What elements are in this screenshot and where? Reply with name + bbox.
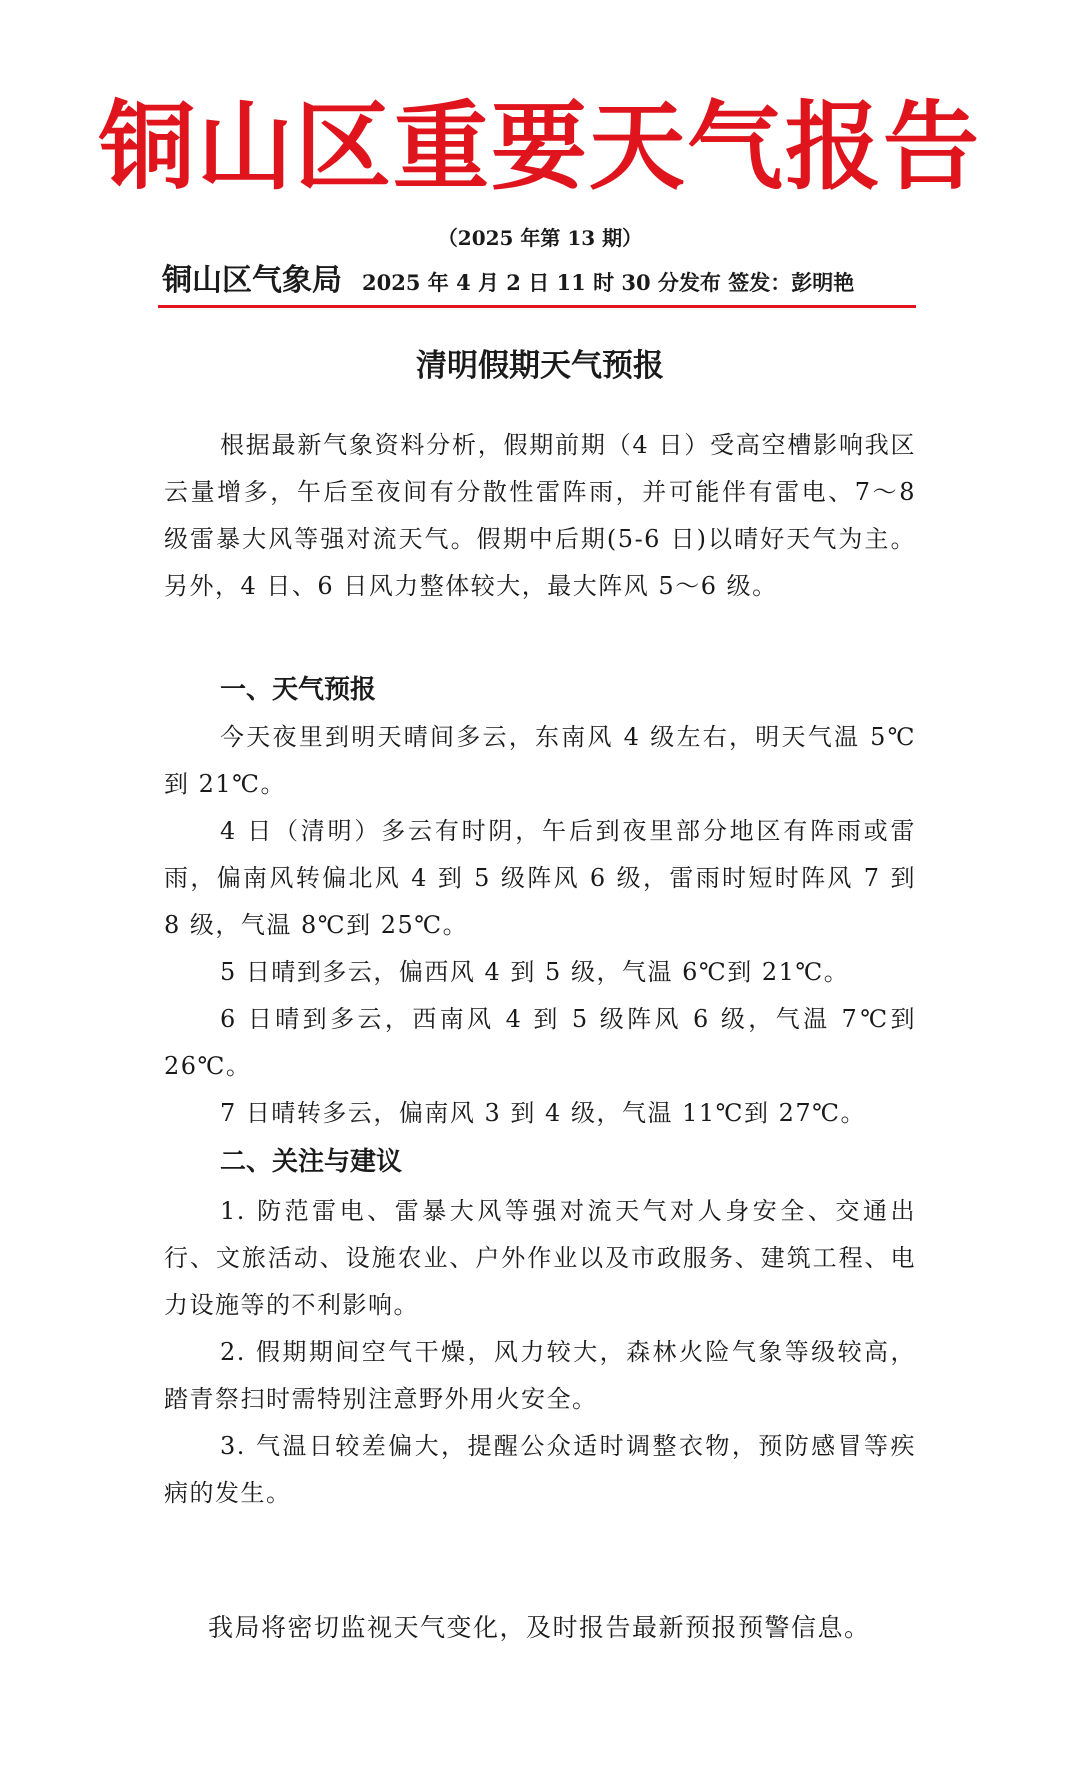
- document-title: 清明假期天气预报: [416, 348, 664, 384]
- section-heading-advice: 二、关注与建议: [220, 1147, 403, 1177]
- advice-paragraph: 2. 假期期间空气干燥，风力较大，森林火险气象等级较高，踏青祭扫时需特别注意野外用火安全。: [164, 1338, 916, 1413]
- forecast-paragraph: 7 日晴转多云，偏南风 3 到 4 级，气温 11℃到 27℃。: [220, 1099, 866, 1127]
- forecast-paragraph: 6 日晴到多云，西南风 4 到 5 级阵风 6 级，气温 7℃到 26℃。: [164, 1005, 916, 1080]
- issue-number: （2025 年第 13 期）: [437, 226, 643, 250]
- closing-statement: 我局将密切监视天气变化，及时报告最新预报预警信息。: [208, 1613, 871, 1642]
- forecast-paragraph: 5 日晴到多云，偏西风 4 到 5 级，气温 6℃到 21℃。: [220, 958, 850, 986]
- publication-row: [162, 258, 918, 300]
- publish-info: 2025 年 4 月 2 日 11 时 30 分发布 签发：彭明艳: [362, 270, 855, 295]
- advice-section: [164, 1188, 916, 1517]
- forecast-paragraph: 今天夜里到明天晴间多云，东南风 4 级左右，明天气温 5℃到 21℃。: [164, 723, 916, 798]
- intro-paragraph: [164, 422, 916, 610]
- header-divider: [158, 305, 916, 308]
- issuing-agency: 铜山区气象局: [162, 263, 342, 298]
- masthead-title: 铜山区重要天气报告: [99, 90, 981, 203]
- forecast-paragraph: 4 日（清明）多云有时阴，午后到夜里部分地区有阵雨或雷雨，偏南风转偏北风 4 到 5 级阵风 6 级，雷雨时短时阵风 7 到 8 级，气温 8℃到 25℃。: [164, 817, 916, 939]
- advice-paragraph: 3. 气温日较差偏大，提醒公众适时调整衣物，预防感冒等疾病的发生。: [164, 1432, 916, 1507]
- advice-paragraph: 1. 防范雷电、雷暴大风等强对流天气对人身安全、交通出行、文旅活动、设施农业、户外作业以及市政服务、建筑工程、电力设施等的不利影响。: [164, 1197, 916, 1319]
- intro-text: 根据最新气象资料分析，假期前期（4 日）受高空槽影响我区云量增多，午后至夜间有分散性雷阵雨，并可能伴有雷电、7～8 级雷暴大风等强对流天气。假期中后期(5-6 日)以晴好天气为主。另外，4 日、6 日风力整体较大，最大阵风 5～6 级。: [164, 431, 916, 600]
- forecast-section: [164, 714, 916, 1137]
- section-heading-forecast: 一、天气预报: [220, 675, 377, 705]
